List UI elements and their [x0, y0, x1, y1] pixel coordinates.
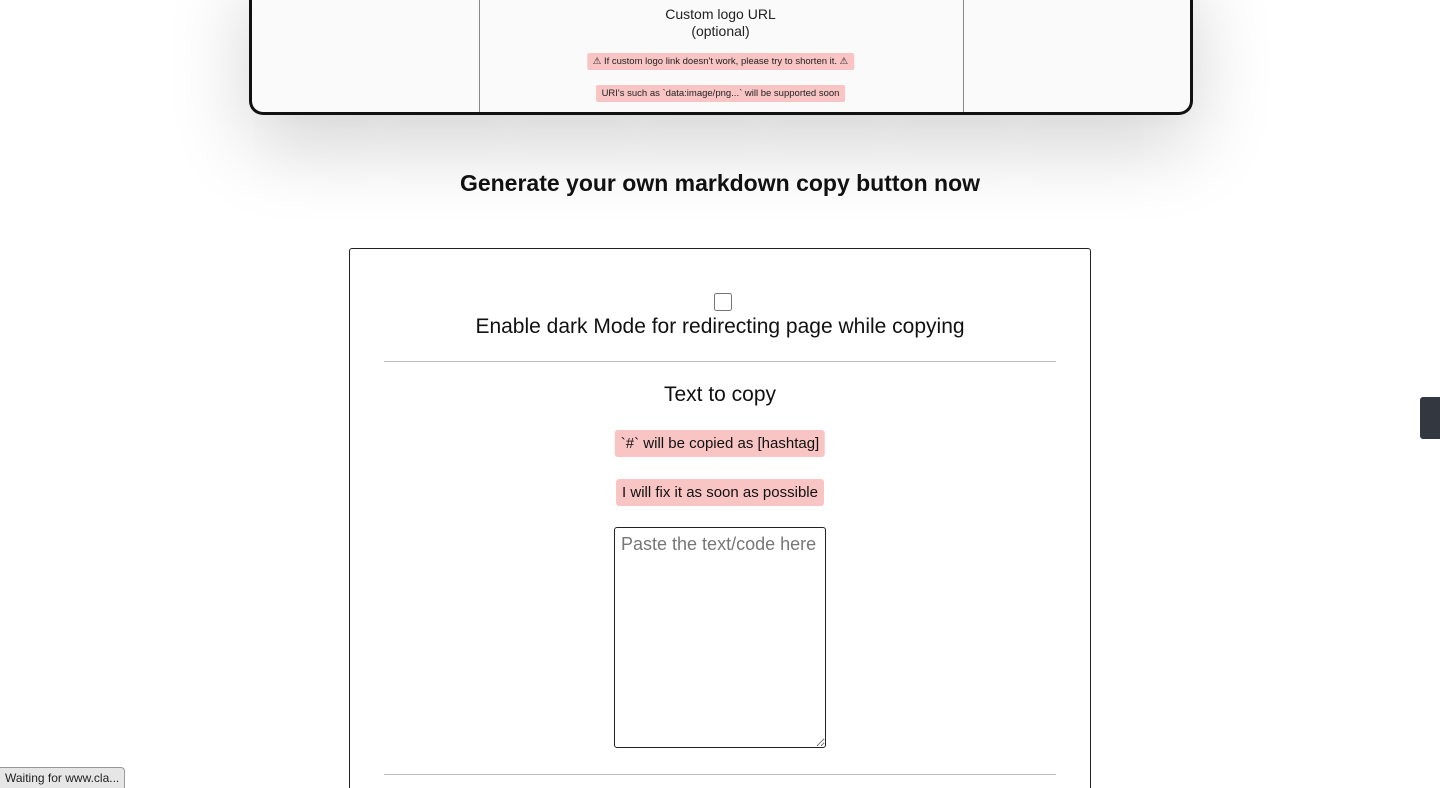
preview-column-center: [480, 0, 961, 112]
hashtag-note-badge: `#` will be copied as [hashtag]: [615, 430, 825, 457]
preview-column-right: [963, 0, 1190, 112]
preview-column-left: [252, 0, 480, 112]
text-to-copy-label: Text to copy: [663, 383, 777, 406]
uri-support-warning-badge: URI's such as `data:image/png...` will be supported soon: [596, 85, 846, 102]
custom-logo-url-label: [480, 6, 961, 40]
page-heading: Generate your own markdown copy button now: [459, 170, 981, 196]
logo-link-warning-badge: ⚠ If custom logo link doesn't work, please try to shorten it. ⚠: [587, 53, 854, 70]
side-panel-tab[interactable]: [1420, 397, 1440, 439]
browser-status-bar: Waiting for www.cla...: [0, 767, 125, 788]
section-divider: [384, 361, 1056, 362]
generator-form: [349, 248, 1091, 788]
custom-logo-url-title: Custom logo URL: [665, 6, 776, 22]
text-to-copy-input[interactable]: [614, 527, 826, 748]
button-preview-frame: [249, 0, 1193, 115]
dark-mode-checkbox[interactable]: [714, 293, 732, 311]
dark-mode-label: Enable dark Mode for redirecting page while copying: [475, 315, 965, 338]
fix-note-badge: I will fix it as soon as possible: [616, 479, 824, 506]
custom-logo-url-optional: (optional): [691, 23, 750, 39]
section-divider: [384, 774, 1056, 775]
